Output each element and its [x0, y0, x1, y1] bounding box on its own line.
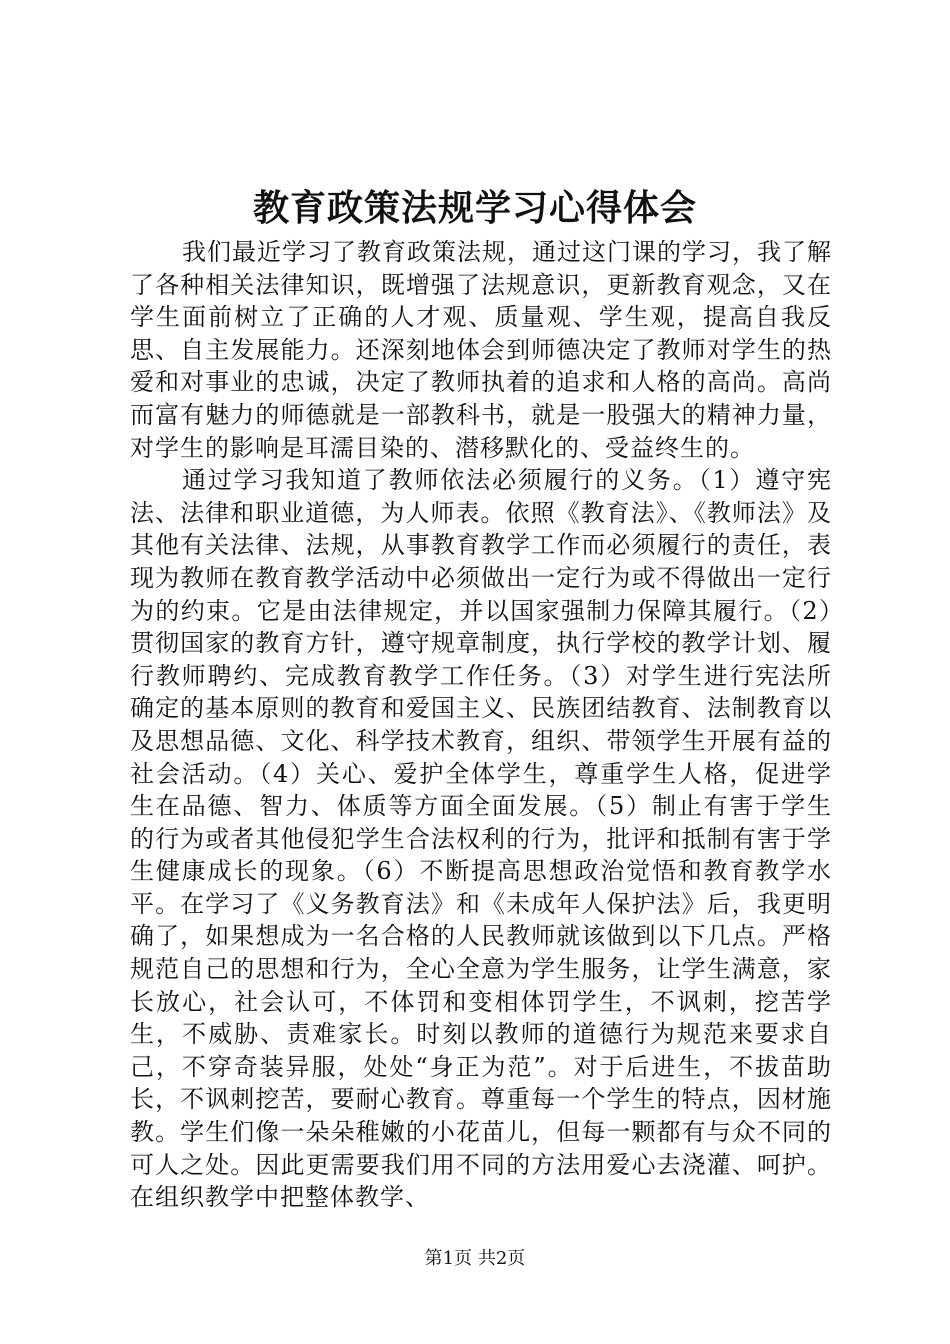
document-body — [130, 236, 832, 1214]
page-title: 教育政策法规学习心得体会 — [252, 187, 697, 229]
paragraph: 通过学习我知道了教师依法必须履行的义务。（1）遵守宪法、法律和职业道德，为人师表。依照《教育法》、《教师法》及其他有关法律、法规，从事教育教学工作而必须履行的责任，表现为教师在教育教学活动中必须做出一定行为或不得做出一定行为的约束。它是由法律规定，并以国家强制力保障其履行。（2）贯彻国家的教育方针，遵守规章制度，执行学校的教学计划、履行教师聘约、完成教育教学工作任务。（3）对学生进行宪法所确定的基本原则的教育和爱国主义、民族团结教育、法制教育以及思想品德、文化、科学技术教育，组织、带领学生开展有益的社会活动。（4）关心、爱护全体学生，尊重学生人格，促进学生在品德、智力、体质等方面全面发展。（5）制止有害于学生的行为或者其他侵犯学生合法权利的行为，批评和抵制有害于学生健康成长的现象。（6）不断提高思想政治觉悟和教育教学水平。在学习了《义务教育法》和《未成年人保护法》后，我更明确了，如果想成为一名合格的人民教师就该做到以下几点。严格规范自己的思想和行为，全心全意为学生服务，让学生满意，家长放心，社会认可，不体罚和变相体罚学生，不讽刺，挖苦学生，不威胁、责难家长。时刻以教师的道德行为规范来要求自己，不穿奇装异服，处处“身正为范”。对于后进生，不拔苗助长，不讽刺挖苦，要耐心教育。尊重每一个学生的特点，因材施教。学生们像一朵朵稚嫩的小花苗儿，但每一颗都有与众不同的可人之处。因此更需要我们用不同的方法用爱心去浇灌、呵护。在组织教学中把整体教学、 — [130, 466, 832, 1212]
page-footer: 第1页 共2页 — [424, 1248, 526, 1269]
paragraph: 我们最近学习了教育政策法规，通过这门课的学习，我了解了各种相关法律知识，既增强了法规意识，更新教育观念，又在学生面前树立了正确的人才观、质量观、学生观，提高自我反思、自主发展能力。还深刻地体会到师德决定了教师对学生的热爱和对事业的忠诚，决定了教师执着的追求和人格的高尚。高尚而富有魅力的师德就是一部教科书，就是一股强大的精神力量，对学生的影响是耳濡目染的、潜移默化的、受益终生的。 — [130, 238, 832, 462]
